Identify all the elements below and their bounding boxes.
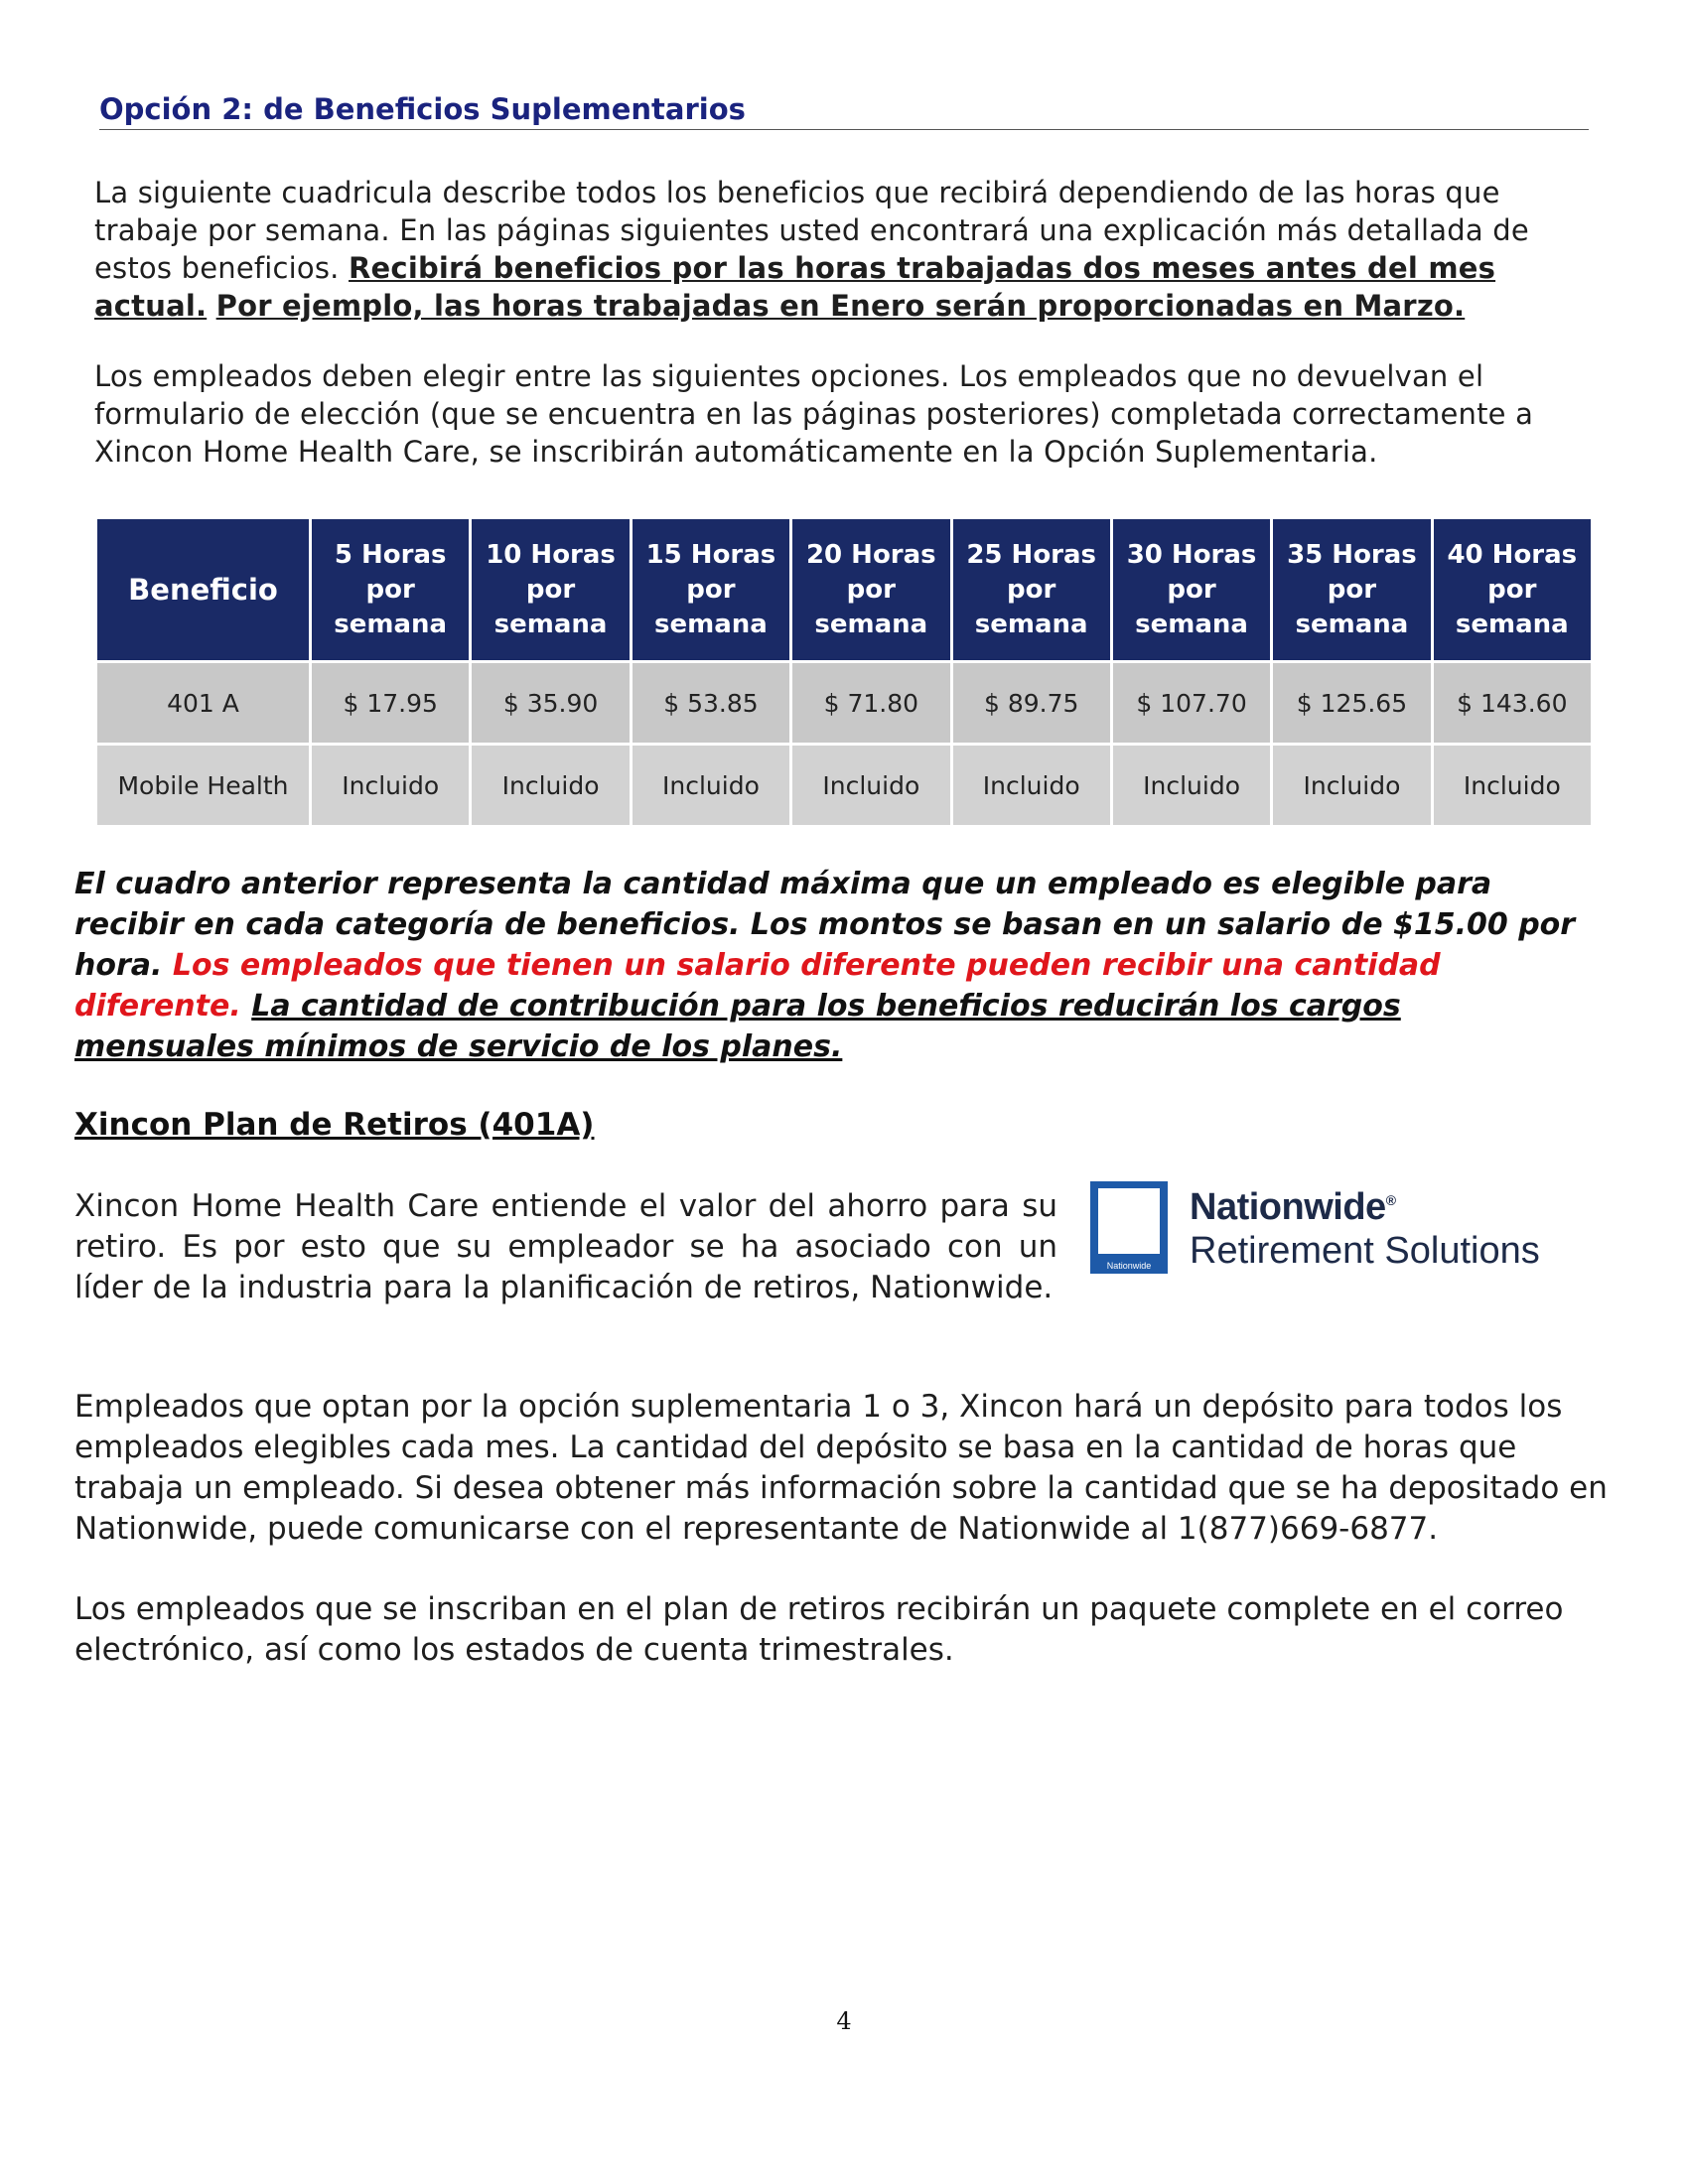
table-cell: $ 53.85 xyxy=(631,662,790,745)
notice-text: El cuadro anterior representa la cantidad máxima que un empleado es elegible para recibir en cada categoría de beneficios. Los montos se basan en un salario de $15.00 por hora. xyxy=(74,867,1576,983)
logo-name-text: Nationwide xyxy=(1190,1186,1386,1228)
table-row xyxy=(96,662,1593,745)
table-cell: Incluido xyxy=(1111,745,1271,827)
table-cell: 401 A xyxy=(96,662,311,745)
notice-underlined-text: La cantidad de contribución para los beneficios reducirán los cargos mensuales mínimos de servicio de los planes. xyxy=(74,989,1401,1064)
page-title: Opción 2: de Beneficios Suplementarios xyxy=(99,92,1589,130)
header-cell: 35 Horas por semana xyxy=(1272,518,1432,662)
table-cell: Incluido xyxy=(631,745,790,827)
header-cell: 10 Horas por semana xyxy=(471,518,631,662)
table-cell: $ 71.80 xyxy=(791,662,951,745)
logo-box-text: Nationwide xyxy=(1106,1261,1152,1271)
header-cell: 20 Horas por semana xyxy=(791,518,951,662)
table-row xyxy=(96,745,1593,827)
intro-text: La siguiente cuadricula describe todos los beneficios que recibirá dependiendo de las horas que trabaje por semana. En las páginas siguientes usted encontrará una explicación más detallada de estos beneficios. xyxy=(94,176,1529,285)
table-cell: Incluido xyxy=(471,745,631,827)
header-cell: Beneficio xyxy=(96,518,311,662)
table-cell: $ 17.95 xyxy=(311,662,471,745)
table-cell: Incluido xyxy=(791,745,951,827)
table-cell: $ 143.60 xyxy=(1432,662,1592,745)
table-header-row xyxy=(96,518,1593,662)
table-cell: Incluido xyxy=(311,745,471,827)
header-cell: 5 Horas por semana xyxy=(311,518,471,662)
options-paragraph: Los empleados deben elegir entre las siguientes opciones. Los empleados que no devuelvan el formulario de elección (que se encuentra en las páginas posteriores) completada correctamente a Xincon Home Health Care, se inscribirán automáticamente en la Opción Suplementaria. xyxy=(94,359,1534,469)
header-cell: 40 Horas por semana xyxy=(1432,518,1592,662)
logo-name xyxy=(1190,1186,1396,1229)
intro-bold-1: Recibirá beneficios por las horas trabajadas dos meses antes del mes actual. xyxy=(94,251,1496,323)
table-cell: Incluido xyxy=(951,745,1111,827)
retirement-package-paragraph: Los empleados que se inscriban en el plan de retiros recibirán un paquete complete en el correo electrónico, así como los estados de cuenta trimestrales. xyxy=(74,1591,1564,1668)
intro-bold-2: Por ejemplo, las horas trabajadas en Enero serán proporcionadas en Marzo. xyxy=(215,289,1466,323)
registered-mark: ® xyxy=(1385,1192,1396,1208)
retirement-deposit-paragraph: Empleados que optan por la opción suplementaria 1 o 3, Xincon hará un depósito para todos los empleados elegibles cada mes. La cantidad del depósito se basa en la cantidad de horas que trabaja un empleado. Si desea obtener más información sobre la cantidad que se ha depositado en Nationwide, puede comunicarse con el representante de Nationwide al 1(877)669-6877. xyxy=(74,1389,1608,1547)
logo-subtitle: Retirement Solutions xyxy=(1190,1230,1540,1272)
table-cell: $ 89.75 xyxy=(951,662,1111,745)
nationwide-logo xyxy=(1090,1181,1567,1281)
retirement-intro: Xincon Home Health Care entiende el valor del ahorro para su retiro. Es por esto que su empleador se ha asociado con un líder de la industria para la planificación de retiros, Nationwide. xyxy=(74,1188,1057,1305)
notice-paragraph xyxy=(74,864,1584,1067)
notice-red-text: Los empleados que tienen un salario diferente pueden recibir una cantidad diferente. xyxy=(74,948,1441,1024)
header-cell: 25 Horas por semana xyxy=(951,518,1111,662)
intro-paragraph xyxy=(94,174,1564,325)
table-cell: $ 35.90 xyxy=(471,662,631,745)
table-cell: Incluido xyxy=(1432,745,1592,827)
header-cell: 15 Horas por semana xyxy=(631,518,790,662)
table-cell: Incluido xyxy=(1272,745,1432,827)
table-cell: $ 107.70 xyxy=(1111,662,1271,745)
page-number: 4 xyxy=(836,2007,852,2035)
header-cell: 30 Horas por semana xyxy=(1111,518,1271,662)
table-cell: Mobile Health xyxy=(96,745,311,827)
retirement-heading: Xincon Plan de Retiros (401A) xyxy=(74,1107,595,1143)
nationwide-logo-icon xyxy=(1090,1181,1168,1274)
table-cell: $ 125.65 xyxy=(1272,662,1432,745)
benefits-table xyxy=(94,516,1594,828)
